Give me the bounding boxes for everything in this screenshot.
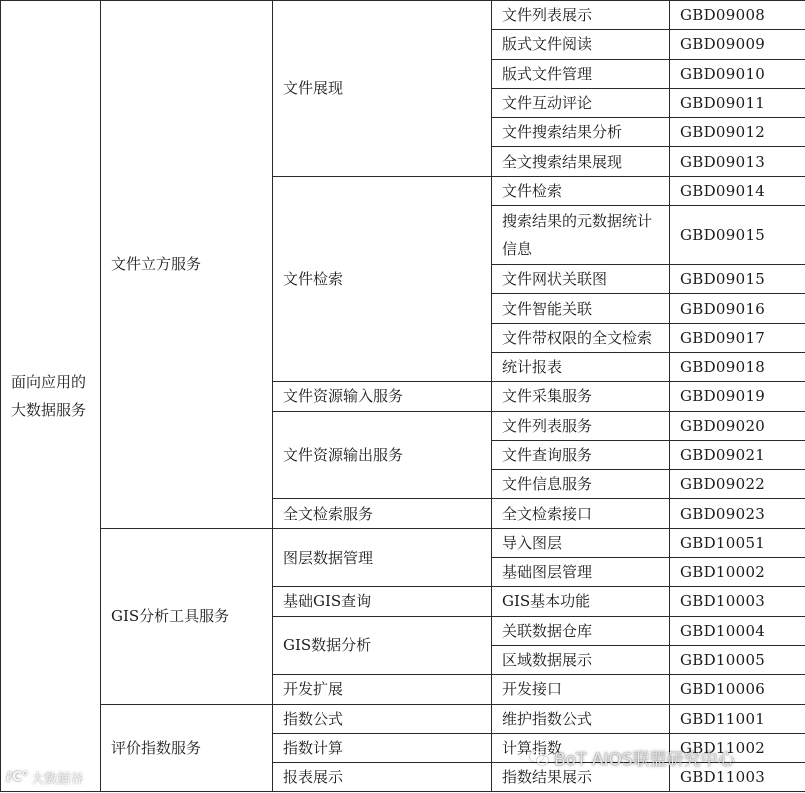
code-cell: GBD09017	[670, 323, 805, 352]
function-cell: 文件检索	[492, 176, 670, 205]
watermark-right-text: BoT AIOS联盟研究中心	[554, 750, 735, 770]
function-cell: 文件查询服务	[492, 440, 670, 469]
module-cell: 基础GIS查询	[273, 587, 492, 616]
function-cell: 版式文件阅读	[492, 30, 670, 59]
function-cell: 基础图层管理	[492, 558, 670, 587]
code-cell: GBD11003	[670, 763, 805, 792]
function-cell: 版式文件管理	[492, 59, 670, 88]
watermark-left-text: 大数据谷	[31, 772, 84, 787]
code-cell: GBD09020	[670, 411, 805, 440]
code-cell: GBD10006	[670, 675, 805, 704]
function-cell: 导入图层	[492, 528, 670, 557]
module-cell: 报表展示	[273, 763, 492, 792]
brand-logo-icon: ℓC°	[6, 770, 29, 785]
group-cell: 文件立方服务	[101, 1, 273, 529]
category-cell: 面向应用的大数据服务	[1, 1, 101, 792]
watermark-left	[6, 768, 83, 787]
function-cell: 文件互动评论	[492, 88, 670, 117]
function-cell: 区域数据展示	[492, 645, 670, 674]
code-cell: GBD10003	[670, 587, 805, 616]
code-cell: GBD10004	[670, 616, 805, 645]
function-cell: 关联数据仓库	[492, 616, 670, 645]
module-cell: 指数公式	[273, 704, 492, 733]
module-cell: 文件展现	[273, 1, 492, 177]
code-cell: GBD10051	[670, 528, 805, 557]
module-cell: 开发扩展	[273, 675, 492, 704]
module-cell: 全文检索服务	[273, 499, 492, 528]
function-cell: 文件信息服务	[492, 470, 670, 499]
group-cell: 评价指数服务	[101, 704, 273, 792]
function-cell: 指数结果展示	[492, 763, 670, 792]
code-cell: GBD11001	[670, 704, 805, 733]
table-row	[1, 528, 805, 557]
function-cell: 文件列表展示	[492, 1, 670, 30]
code-cell: GBD10002	[670, 558, 805, 587]
wechat-icon	[530, 751, 548, 765]
code-cell: GBD09008	[670, 1, 805, 30]
module-cell: 图层数据管理	[273, 528, 492, 587]
module-cell: 文件检索	[273, 176, 492, 381]
function-cell: 文件列表服务	[492, 411, 670, 440]
table-row	[1, 704, 805, 733]
code-cell: GBD09015	[670, 265, 805, 294]
function-cell: 维护指数公式	[492, 704, 670, 733]
function-cell: 搜索结果的元数据统计信息	[492, 206, 670, 265]
function-cell: 全文检索接口	[492, 499, 670, 528]
code-cell: GBD11002	[670, 733, 805, 762]
table-row	[1, 1, 805, 30]
code-cell: GBD09023	[670, 499, 805, 528]
module-cell: 指数计算	[273, 733, 492, 762]
code-cell: GBD10005	[670, 645, 805, 674]
function-cell: 统计报表	[492, 352, 670, 381]
code-cell: GBD09016	[670, 294, 805, 323]
function-cell: 文件搜索结果分析	[492, 118, 670, 147]
code-cell: GBD09014	[670, 176, 805, 205]
code-cell: GBD09013	[670, 147, 805, 176]
module-cell: GIS数据分析	[273, 616, 492, 675]
function-cell: 文件智能关联	[492, 294, 670, 323]
code-cell: GBD09015	[670, 206, 805, 265]
function-cell: 文件网状关联图	[492, 265, 670, 294]
function-cell: 开发接口	[492, 675, 670, 704]
function-cell: 计算指数	[492, 733, 670, 762]
function-cell: 文件采集服务	[492, 382, 670, 411]
code-cell: GBD09010	[670, 59, 805, 88]
function-cell: 全文搜索结果展现	[492, 147, 670, 176]
code-cell: GBD09018	[670, 352, 805, 381]
code-cell: GBD09019	[670, 382, 805, 411]
code-cell: GBD09022	[670, 470, 805, 499]
function-cell: 文件带权限的全文检索	[492, 323, 670, 352]
code-cell: GBD09021	[670, 440, 805, 469]
module-cell: 文件资源输出服务	[273, 411, 492, 499]
code-cell: GBD09012	[670, 118, 805, 147]
code-cell: GBD09009	[670, 30, 805, 59]
watermark-right	[530, 745, 735, 770]
group-cell: GIS分析工具服务	[101, 528, 273, 704]
module-cell: 文件资源输入服务	[273, 382, 492, 411]
code-cell: GBD09011	[670, 88, 805, 117]
function-cell: GIS基本功能	[492, 587, 670, 616]
